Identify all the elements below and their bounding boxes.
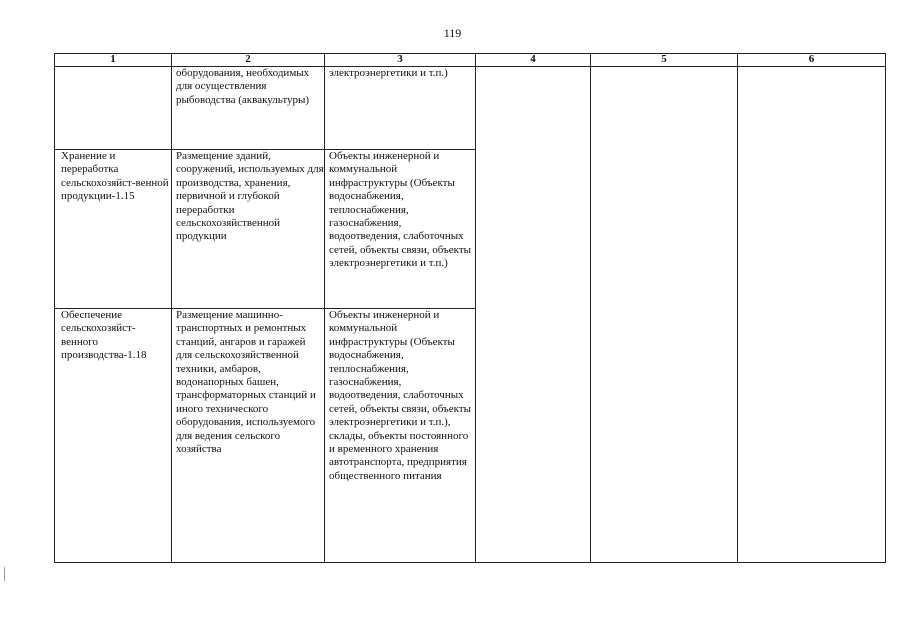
cell-empty-col5	[591, 67, 738, 563]
cell-activity-description: Размещение машинно-транспортных и ремонтных станций, ангаров и гаражей для сельскохозяйственной техники, амбаров, водонапорных башен, трансформаторных станций и иного технического оборудования, используемого для ведения сельского хозяйства	[172, 309, 325, 563]
cell-empty-col6	[738, 67, 886, 563]
column-header-5: 5	[591, 54, 738, 67]
cell-activity-description: Размещение зданий, сооружений, используемых для производства, хранения, первичной и глубокой переработки сельскохозяйственной продукции	[172, 150, 325, 309]
cell-activity-name: Хранение и переработка сельскохозяйст-венной продукции-1.15	[55, 150, 172, 309]
column-header-4: 4	[476, 54, 591, 67]
table-header-row	[55, 54, 886, 67]
table-row-continuation	[55, 67, 886, 150]
cell-activity-name: Обеспечение сельскохозяйст-венного производства-1.18	[55, 309, 172, 563]
scan-margin-mark	[4, 567, 8, 581]
column-header-6: 6	[738, 54, 886, 67]
column-header-3: 3	[325, 54, 476, 67]
column-header-2: 2	[172, 54, 325, 67]
cell-empty-col4	[476, 67, 591, 563]
page-number: 119	[443, 26, 462, 40]
land-use-table	[54, 53, 886, 563]
cell-continuation-col3: электроэнергетики и т.п.)	[325, 67, 476, 150]
cell-permitted-objects: Объекты инженерной и коммунальной инфраструктуры (Объекты водоснабжения, теплоснабжения, газоснабжения, водоотведения, слаботочных сетей, объекты связи, объекты электроэнергетики и т.п.)	[325, 150, 476, 309]
cell-continuation-col2: оборудования, необходимых для осуществления рыбоводства (аквакультуры)	[172, 67, 325, 150]
cell-continuation-col1	[55, 67, 172, 150]
column-header-1: 1	[55, 54, 172, 67]
cell-permitted-objects: Объекты инженерной и коммунальной инфраструктуры (Объекты водоснабжения, теплоснабжения, газоснабжения, водоотведения, слаботочных сетей, объекты связи, объекты электроэнергетики и т.п.), склады, объекты постоянного и временного хранения автотранспорта, предприятия общественного питания	[325, 309, 476, 563]
